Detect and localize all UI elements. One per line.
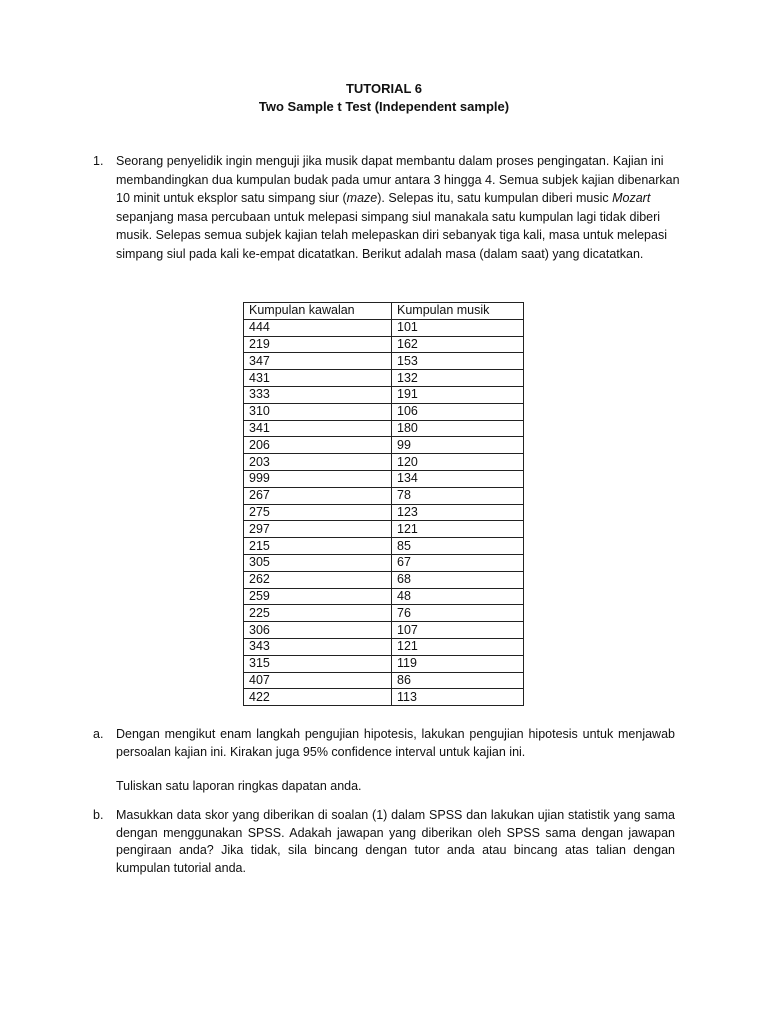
table-row bbox=[244, 521, 524, 538]
cell-musik: 107 bbox=[392, 622, 524, 639]
table-row bbox=[244, 672, 524, 689]
part-b bbox=[93, 807, 675, 877]
question-text-part-3: sepanjang masa percubaan untuk melepasi simpang siul manakala satu kumpulan lagi tidak diberi musik. Selepas semua subjek kajian telah melepaskan diri sebanyak tiga kali, masa untuk melepasi simpang siul pada kali ke-empat dicatatkan. Berikut adalah masa (dalam saat) yang dicatatkan. bbox=[116, 209, 667, 261]
cell-kawalan: 206 bbox=[244, 437, 392, 454]
table-row bbox=[244, 353, 524, 370]
cell-musik: 119 bbox=[392, 655, 524, 672]
cell-kawalan: 343 bbox=[244, 638, 392, 655]
part-a bbox=[93, 726, 675, 796]
cell-kawalan: 999 bbox=[244, 470, 392, 487]
mozart-word: Mozart bbox=[612, 191, 651, 206]
cell-kawalan: 422 bbox=[244, 689, 392, 706]
cell-musik: 113 bbox=[392, 689, 524, 706]
table-row bbox=[244, 655, 524, 672]
cell-musik: 191 bbox=[392, 386, 524, 403]
cell-musik: 162 bbox=[392, 336, 524, 353]
table-header-kawalan: Kumpulan kawalan bbox=[244, 303, 392, 320]
part-a-body bbox=[116, 726, 675, 796]
cell-kawalan: 267 bbox=[244, 487, 392, 504]
table-row bbox=[244, 420, 524, 437]
table-row bbox=[244, 470, 524, 487]
cell-musik: 106 bbox=[392, 403, 524, 420]
cell-musik: 86 bbox=[392, 672, 524, 689]
cell-musik: 123 bbox=[392, 504, 524, 521]
table-row bbox=[244, 319, 524, 336]
table-row bbox=[244, 605, 524, 622]
part-a-text-2: Tuliskan satu laporan ringkas dapatan anda. bbox=[116, 779, 362, 793]
cell-musik: 78 bbox=[392, 487, 524, 504]
title-block bbox=[0, 80, 768, 116]
cell-kawalan: 306 bbox=[244, 622, 392, 639]
data-table bbox=[243, 302, 524, 706]
cell-kawalan: 347 bbox=[244, 353, 392, 370]
table-row bbox=[244, 504, 524, 521]
table-row bbox=[244, 454, 524, 471]
cell-musik: 121 bbox=[392, 521, 524, 538]
table-row bbox=[244, 638, 524, 655]
cell-kawalan: 341 bbox=[244, 420, 392, 437]
question-text-part-2: ). Selepas itu, satu kumpulan diberi music bbox=[377, 191, 613, 206]
cell-kawalan: 225 bbox=[244, 605, 392, 622]
cell-musik: 68 bbox=[392, 571, 524, 588]
part-b-body bbox=[116, 807, 675, 877]
table-header-musik: Kumpulan musik bbox=[392, 303, 524, 320]
maze-word: maze bbox=[346, 191, 378, 206]
cell-kawalan: 310 bbox=[244, 403, 392, 420]
question-number: 1. bbox=[93, 154, 104, 168]
question-1 bbox=[93, 152, 683, 264]
table-row bbox=[244, 487, 524, 504]
table-row bbox=[244, 554, 524, 571]
cell-kawalan: 275 bbox=[244, 504, 392, 521]
cell-musik: 67 bbox=[392, 554, 524, 571]
table-header-row bbox=[244, 303, 524, 320]
cell-kawalan: 315 bbox=[244, 655, 392, 672]
table-row bbox=[244, 588, 524, 605]
table-row bbox=[244, 370, 524, 387]
cell-kawalan: 262 bbox=[244, 571, 392, 588]
cell-kawalan: 297 bbox=[244, 521, 392, 538]
table-body bbox=[244, 319, 524, 705]
part-a-label: a. bbox=[93, 727, 104, 741]
question-1-text bbox=[116, 152, 683, 264]
cell-musik: 153 bbox=[392, 353, 524, 370]
table-row bbox=[244, 538, 524, 555]
cell-musik: 76 bbox=[392, 605, 524, 622]
table-row bbox=[244, 571, 524, 588]
cell-kawalan: 219 bbox=[244, 336, 392, 353]
part-b-text: Masukkan data skor yang diberikan di soalan (1) dalam SPSS dan lakukan ujian statistik yang sama dengan menggunakan SPSS. Adakah jawapan yang diberikan oleh SPSS sama dengan jawapan pengiraan anda? Jika tidak, sila bincang dengan tutor anda atau bincang atas talian dengan kumpulan tutorial anda. bbox=[116, 808, 675, 875]
part-b-label: b. bbox=[93, 808, 104, 822]
cell-musik: 85 bbox=[392, 538, 524, 555]
cell-musik: 134 bbox=[392, 470, 524, 487]
cell-kawalan: 305 bbox=[244, 554, 392, 571]
question-text-part-1: Seorang penyelidik ingin menguji jika musik dapat membantu dalam proses pengingatan. Kajian ini membandingkan dua kumpulan budak pada umur antara 3 hingga 4. Semua subjek kajian dibenarkan 10 minit untuk eksplor satu simpang siur ( bbox=[116, 154, 680, 206]
cell-kawalan: 259 bbox=[244, 588, 392, 605]
table-row bbox=[244, 336, 524, 353]
cell-kawalan: 203 bbox=[244, 454, 392, 471]
cell-kawalan: 333 bbox=[244, 386, 392, 403]
cell-musik: 132 bbox=[392, 370, 524, 387]
table-row bbox=[244, 386, 524, 403]
table-row bbox=[244, 437, 524, 454]
document-title: TUTORIAL 6 bbox=[345, 81, 423, 96]
cell-musik: 180 bbox=[392, 420, 524, 437]
cell-kawalan: 407 bbox=[244, 672, 392, 689]
cell-musik: 48 bbox=[392, 588, 524, 605]
document-subtitle: Two Sample t Test (Independent sample) bbox=[258, 99, 510, 114]
cell-musik: 99 bbox=[392, 437, 524, 454]
cell-musik: 120 bbox=[392, 454, 524, 471]
cell-kawalan: 215 bbox=[244, 538, 392, 555]
table-row bbox=[244, 689, 524, 706]
cell-musik: 101 bbox=[392, 319, 524, 336]
cell-kawalan: 431 bbox=[244, 370, 392, 387]
part-a-text: Dengan mengikut enam langkah pengujian hipotesis, lakukan pengujian hipotesis untuk menjawab persoalan kajian ini. Kirakan juga 95% confidence interval untuk kajian ini. bbox=[116, 727, 675, 759]
table-row bbox=[244, 403, 524, 420]
cell-kawalan: 444 bbox=[244, 319, 392, 336]
table-row bbox=[244, 622, 524, 639]
cell-musik: 121 bbox=[392, 638, 524, 655]
